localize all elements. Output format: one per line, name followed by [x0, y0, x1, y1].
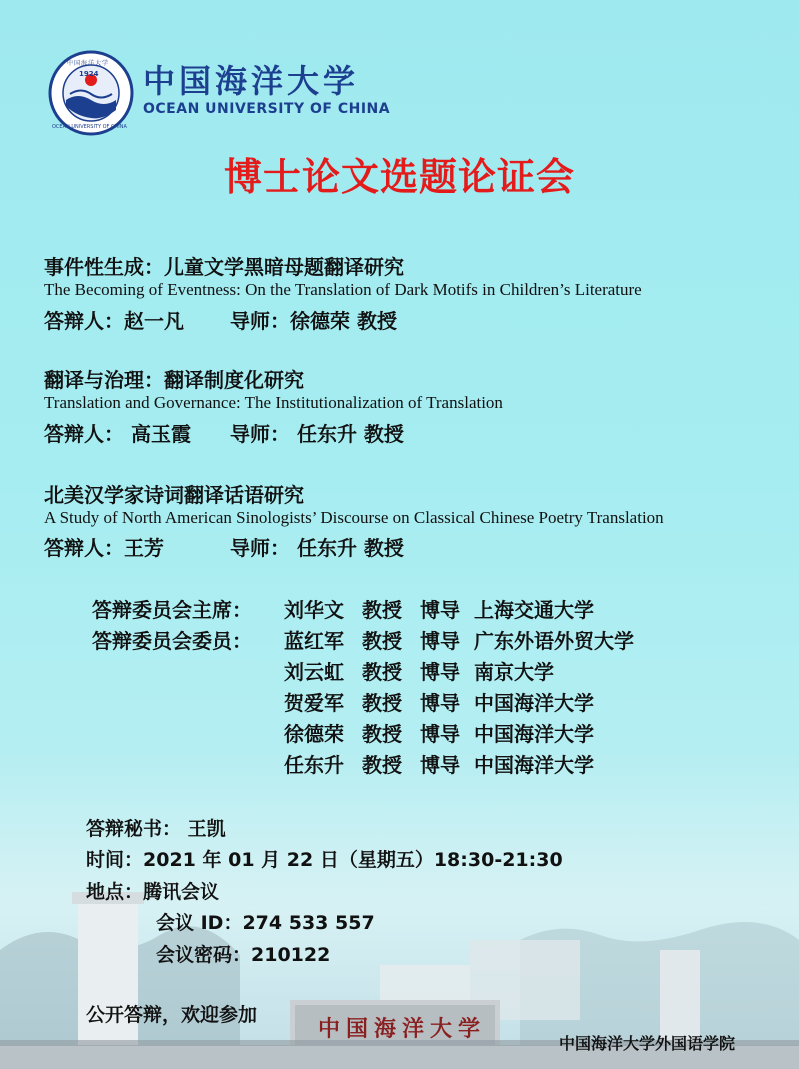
topic-2-defender: 答辩人： 高玉霞 [44, 422, 191, 446]
committee-row [284, 656, 554, 685]
member-role: 博导 [420, 598, 460, 622]
member-title: 教授 [362, 598, 402, 622]
member-title: 教授 [362, 660, 402, 684]
logo-inner-text: 中国海洋大学 [67, 60, 110, 67]
topic-2-people [44, 418, 644, 444]
topic-2-title-cn: 翻译与治理：翻译制度化研究 [44, 368, 304, 392]
member-role: 博导 [420, 753, 460, 777]
meeting-id: 会议 ID：274 533 557 [156, 912, 375, 934]
topic-3-title-en: A Study of North American Sinologists’ Discourse on Classical Chinese Poetry Translation [44, 508, 664, 527]
topic-2-title-en: Translation and Governance: The Institutionalization of Translation [44, 393, 503, 412]
member-affiliation: 南京大学 [474, 660, 554, 684]
topic-1-defender: 答辩人：赵一凡 [44, 309, 184, 333]
meeting-time: 时间：2021 年 01 月 22 日（星期五）18:30-21:30 [86, 849, 563, 871]
committee-row [284, 625, 634, 654]
meeting-location: 地点：腾讯会议 [86, 881, 220, 903]
member-affiliation: 中国海洋大学 [474, 691, 594, 715]
member-name: 蓝红军 [284, 629, 344, 653]
gate-sign: 中国海洋大学 [318, 1016, 487, 1042]
member-name: 贺爱军 [284, 691, 344, 715]
meeting-password: 会议密码：210122 [156, 944, 331, 966]
topic-1-title-cn: 事件性生成：儿童文学黑暗母题翻译研究 [44, 255, 404, 279]
member-affiliation: 中国海洋大学 [474, 722, 594, 746]
topic-1-advisor: 导师：徐德荣 教授 [230, 309, 397, 333]
member-role: 博导 [420, 660, 460, 684]
member-title: 教授 [362, 691, 402, 715]
university-name-cn: 中国海洋大学 [143, 62, 360, 100]
member-title: 教授 [362, 753, 402, 777]
member-name: 刘华文 [284, 598, 344, 622]
topic-3-people [44, 532, 644, 558]
member-name: 刘云虹 [284, 660, 344, 684]
committee-row [284, 594, 594, 623]
logo-year: 1924 [79, 70, 99, 78]
secretary: 答辩秘书： 王凯 [86, 818, 226, 840]
member-affiliation: 中国海洋大学 [474, 753, 594, 777]
topic-2-advisor: 导师： 任东升 教授 [230, 422, 404, 446]
invitation-text: 公开答辩，欢迎参加 [86, 1004, 258, 1026]
logo-outer-text: OCEAN UNIVERSITY OF CHINA [52, 124, 127, 130]
committee-members-label: 答辩委员会委员： [92, 629, 252, 653]
member-role: 博导 [420, 691, 460, 715]
committee-row [284, 687, 594, 716]
topic-3-title-cn: 北美汉学家诗词翻译话语研究 [44, 483, 304, 507]
member-affiliation: 广东外语外贸大学 [474, 629, 634, 653]
topic-3-defender: 答辩人：王芳 [44, 536, 164, 560]
member-role: 博导 [420, 629, 460, 653]
member-name: 徐德荣 [284, 722, 344, 746]
topic-1-title-en: The Becoming of Eventness: On the Translation of Dark Motifs in Children’s Literature [44, 280, 642, 299]
committee-chair-label: 答辩委员会主席： [92, 598, 252, 622]
university-name-en: OCEAN UNIVERSITY OF CHINA [143, 101, 391, 117]
committee-row [284, 718, 594, 747]
member-affiliation: 上海交通大学 [474, 598, 594, 622]
member-title: 教授 [362, 722, 402, 746]
committee-row [284, 749, 594, 778]
member-title: 教授 [362, 629, 402, 653]
topic-1-people [44, 305, 644, 331]
page-title: 博士论文选题论证会 [223, 155, 575, 199]
member-role: 博导 [420, 722, 460, 746]
college-name: 中国海洋大学外国语学院 [559, 1034, 736, 1053]
member-name: 任东升 [284, 753, 344, 777]
topic-3-advisor: 导师： 任东升 教授 [230, 536, 404, 560]
